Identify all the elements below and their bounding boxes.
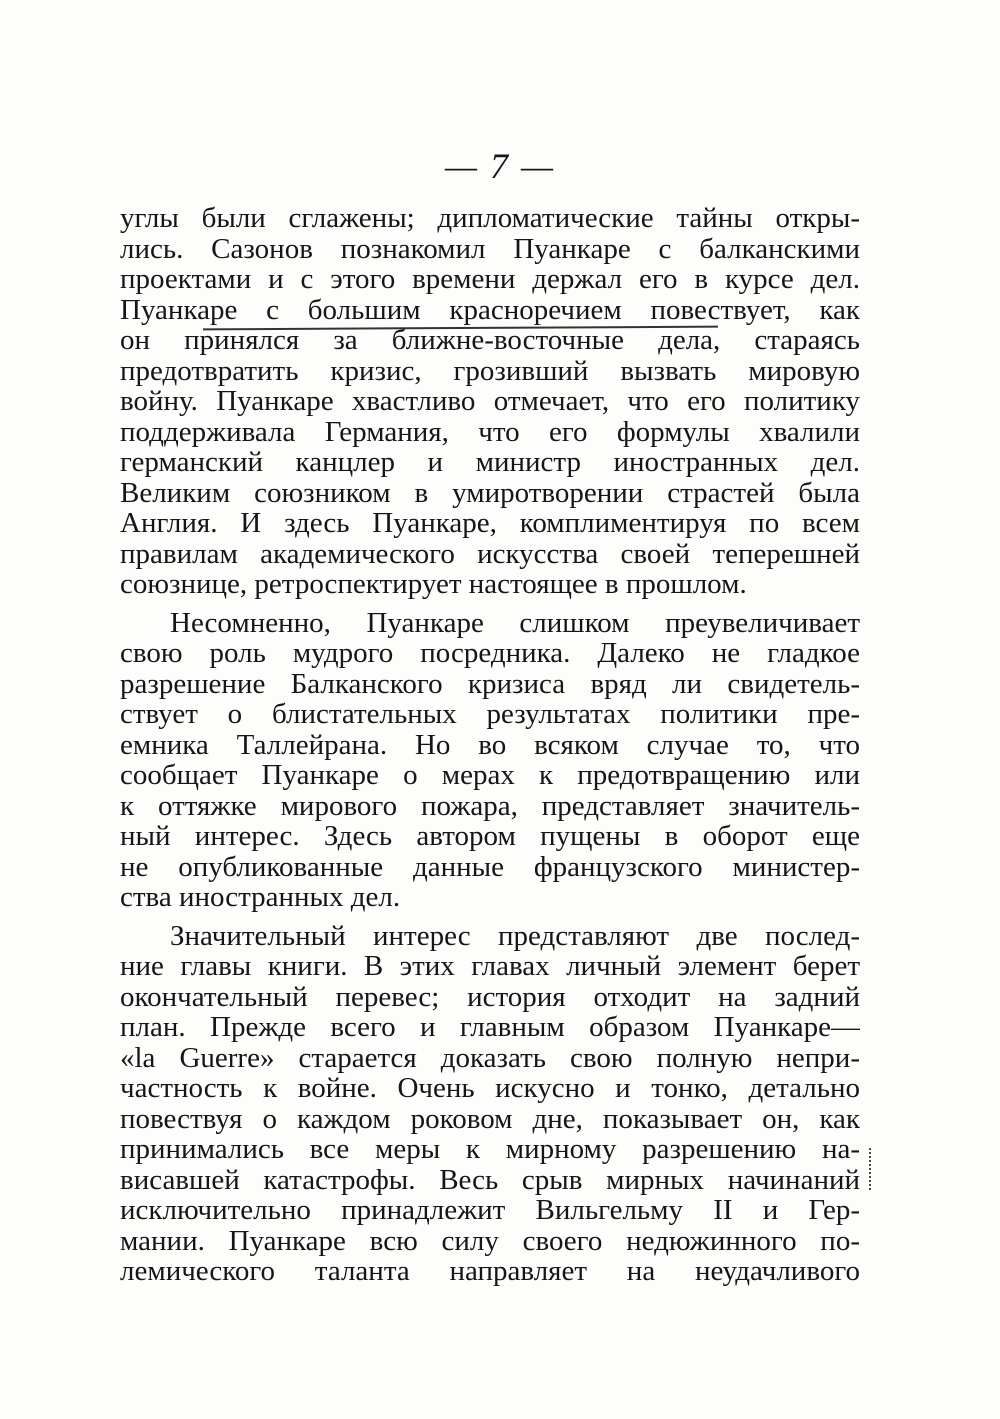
text-line: лись. Сазонов познакомил Пуанкаре с балканскими (120, 233, 860, 264)
text-line: предотвратить кризис, грозивший вызвать мировую (120, 355, 860, 386)
text-line: углы были сглажены; дипломатические тайны откры- (120, 203, 860, 234)
text-line: висавшей катастрофы. Весь срыв мирных начинаний (120, 1164, 860, 1195)
text-line: ный интерес. Здесь автором пущены в оборот еще (120, 821, 860, 852)
page-number: — 7 — (444, 146, 556, 186)
margin-pencil-mark (869, 1148, 874, 1190)
text-line: Англия. И здесь Пуанкаре, комплиментируя по всем (120, 508, 860, 539)
text-line: поддерживала Германия, что его формулы хвалили (120, 416, 860, 447)
text-line: ства иностранных дел. (120, 882, 401, 913)
text-line: проектами и с этого времени держал его в курсе дел. (120, 264, 860, 295)
text-line: Пуанкаре с большим красноречием повествует, как (120, 294, 860, 325)
text-line: мании. Пуанкаре всю силу своего недюжинного по- (120, 1225, 860, 1256)
text-line: Значительный интерес представляют две послед- (170, 920, 860, 951)
text-line: повествуя о каждом роковом дне, показывает он, как (120, 1103, 860, 1134)
text-line: исключительно принадлежит Вильгельму II и Гер- (120, 1195, 860, 1226)
text-line: сообщает Пуанкаре о мерах к предотвращению или (120, 760, 860, 791)
text-line: лемического таланта направляет на неудачливого (120, 1256, 860, 1287)
text-line: германский канцлер и министр иностранных дел. (120, 447, 860, 478)
text-line: не опубликованные данные французского министер- (120, 851, 860, 882)
text-line: принимались все меры к мирному разрешению на- (120, 1134, 860, 1165)
text-line: к оттяжке мирового пожара, представляет значитель- (120, 790, 860, 821)
text-line: частность к войне. Очень искусно и тонко, детально (120, 1073, 860, 1104)
text-line: емника Таллейрана. Но во всяком случае то, что (120, 729, 860, 760)
text-line: войну. Пуанкаре хвастливо отмечает, что его политику (120, 386, 860, 417)
text-line: свою роль мудрого посредника. Далеко не гладкое (120, 638, 860, 669)
text-line: Великим союзником в умиротворении страстей была (120, 477, 860, 508)
text-line: союзнице, ретроспектирует настоящее в прошлом. (120, 569, 747, 600)
text-line: правилам академического искусства своей теперешней (120, 538, 860, 569)
text-line: ние главы книги. В этих главах личный элемент берет (120, 951, 860, 982)
text-line: он принялся за ближне-восточные дела, стараясь (120, 325, 860, 356)
body-text (120, 203, 860, 1287)
text-line: «la Guerre» старается доказать свою полную непри- (120, 1042, 860, 1073)
text-line: окончательный перевес; история отходит на задний (120, 981, 860, 1012)
text-line: план. Прежде всего и главным образом Пуанкаре— (120, 1012, 860, 1043)
text-line: ствует о блистательных результатах политики пре- (120, 699, 860, 730)
text-line: разрешение Балканского кризиса вряд ли свидетель- (120, 668, 860, 699)
text-line: Несомненно, Пуанкаре слишком преувеличивает (170, 607, 860, 638)
